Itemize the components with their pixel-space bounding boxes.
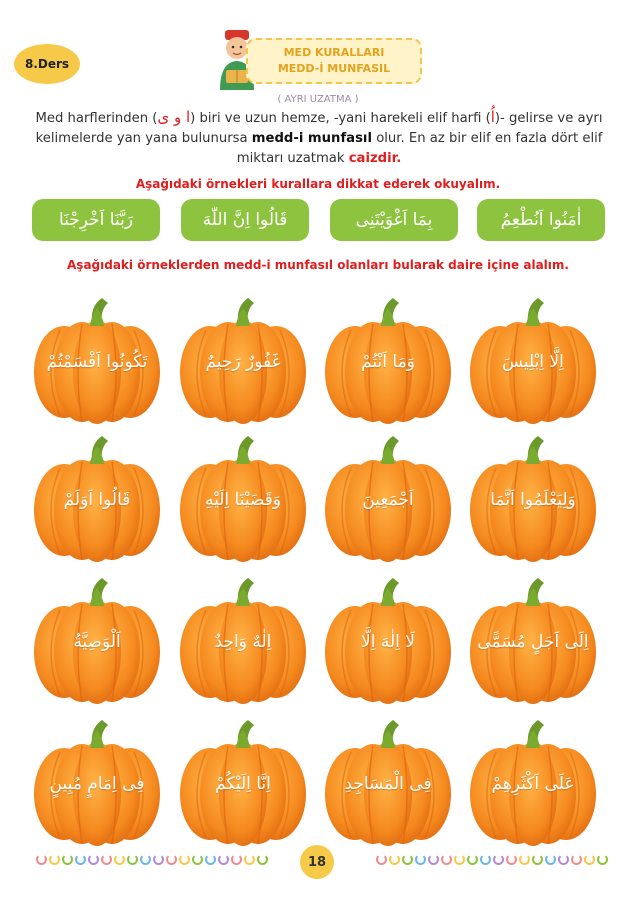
spiral-ornament-icon <box>376 854 387 865</box>
spiral-ornament-icon <box>257 854 268 865</box>
page-number: 18 <box>300 845 334 879</box>
pumpkin-word: وَمَا اَنْتُمْ <box>361 352 415 372</box>
pumpkin-card[interactable] <box>176 716 310 848</box>
spiral-ornament-icon <box>454 854 465 865</box>
read-instruction: Aşağıdaki örnekleri kurallara dikkat ederek okuyalım. <box>135 177 501 191</box>
spiral-ornament-icon <box>75 854 86 865</box>
pumpkin-word: اَلْوَصِيَّةُ <box>73 632 121 652</box>
pumpkin-word: وَقَضَيْنَا اِلَيْهِ <box>204 490 282 510</box>
intro-text-1: Med harflerinden ( <box>35 111 158 126</box>
spiral-ornament-icon <box>389 854 400 865</box>
decorative-border-right <box>376 854 608 870</box>
spiral-ornament-icon <box>532 854 543 865</box>
pumpkin-word: عَلَى اَكْثَرِهِمْ <box>491 774 575 794</box>
spiral-ornament-icon <box>480 854 491 865</box>
example-pill: بِمَا اَغْوَيْتَنِى <box>330 199 458 241</box>
pumpkin-card[interactable] <box>466 574 600 706</box>
spiral-ornament-icon <box>205 854 216 865</box>
pumpkin-card[interactable] <box>30 716 164 848</box>
spiral-ornament-icon <box>506 854 517 865</box>
spiral-ornament-icon <box>428 854 439 865</box>
spiral-ornament-icon <box>231 854 242 865</box>
spiral-ornament-icon <box>519 854 530 865</box>
spiral-ornament-icon <box>415 854 426 865</box>
intro-text-3: )- gelirse ve ayrı kelimelerde yan yana bulunursa <box>35 111 603 146</box>
spiral-ornament-icon <box>101 854 112 865</box>
lesson-title-line2: MEDD-İ MUNFASIL <box>277 62 391 75</box>
example-pill: اٰمَنُوا اَنُطْعِمُ <box>477 199 605 241</box>
pumpkin-card[interactable] <box>321 574 455 706</box>
spiral-ornament-icon <box>402 854 413 865</box>
pumpkin-word: وَلِيَعْلَمُوا اَنَّمَا <box>490 490 576 510</box>
spiral-ornament-icon <box>36 854 47 865</box>
spiral-ornament-icon <box>244 854 255 865</box>
lesson-badge: 8.Ders <box>14 44 80 84</box>
decorative-border-left <box>36 854 268 870</box>
spiral-ornament-icon <box>558 854 569 865</box>
spiral-ornament-icon <box>571 854 582 865</box>
spiral-ornament-icon <box>140 854 151 865</box>
example-pill: قَالُوا اِنَّ اللّٰهَ <box>181 199 309 241</box>
spiral-ornament-icon <box>49 854 60 865</box>
intro-text-2: ) biri ve uzun hemze, -yani harekeli elif harfi ( <box>190 111 491 126</box>
pumpkin-card[interactable] <box>466 432 600 564</box>
lesson-subtitle: ( AYRI UZATMA ) <box>277 94 359 105</box>
spiral-ornament-icon <box>88 854 99 865</box>
pumpkin-word: تَكُونُوا اَقْسَمْتُمْ <box>46 352 148 372</box>
spiral-ornament-icon <box>127 854 138 865</box>
pumpkin-card[interactable] <box>176 294 310 426</box>
spiral-ornament-icon <box>153 854 164 865</box>
pumpkin-card[interactable] <box>466 294 600 426</box>
pumpkin-card[interactable] <box>30 574 164 706</box>
pumpkin-word: لَا اِلٰهَ اِلَّا <box>361 632 415 652</box>
med-letters: ا و ى <box>157 108 191 126</box>
spiral-ornament-icon <box>545 854 556 865</box>
circle-instruction: Aşağıdaki örneklerden medd-i munfasıl olanları bularak daire içine alalım. <box>67 258 569 272</box>
pumpkin-card[interactable] <box>30 294 164 426</box>
lesson-title-box <box>246 38 422 84</box>
spiral-ornament-icon <box>114 854 125 865</box>
pumpkin-word: قَالُوا اَوَلَمْ <box>63 490 131 510</box>
pumpkin-card[interactable] <box>176 574 310 706</box>
pumpkin-word: اِلٰهٌ وَاحِدٌ <box>214 632 272 652</box>
pumpkin-card[interactable] <box>321 716 455 848</box>
pumpkin-card[interactable] <box>321 294 455 426</box>
pumpkin-word: اِلَى اَجَلٍ مُسَمًّى <box>477 632 589 652</box>
spiral-ornament-icon <box>493 854 504 865</box>
intro-text-4: olur. En az bir elif en fazla dört elif miktarı uzatmak <box>236 131 603 166</box>
spiral-ornament-icon <box>597 854 608 865</box>
spiral-ornament-icon <box>166 854 177 865</box>
pumpkin-word: غَفُورٌ رَحِيمٌ <box>205 352 281 372</box>
pumpkin-card[interactable] <box>30 432 164 564</box>
spiral-ornament-icon <box>192 854 203 865</box>
spiral-ornament-icon <box>218 854 229 865</box>
intro-paragraph <box>22 107 616 169</box>
elif-letter: اُ <box>490 108 495 126</box>
lesson-title-line1: MED KURALLARI <box>283 46 385 59</box>
pumpkin-card[interactable] <box>176 432 310 564</box>
pumpkin-word: اِلَّا اِبْلِيسَ <box>502 352 564 372</box>
spiral-ornament-icon <box>62 854 73 865</box>
spiral-ornament-icon <box>441 854 452 865</box>
pumpkin-word: اَجْمَعِينَ <box>362 490 414 510</box>
pumpkin-word: فِى اِمَامٍ مُبِينٍ <box>49 774 145 794</box>
pumpkin-word: اِنَّا اِلَيْكُمْ <box>215 774 271 794</box>
intro-verdict: caizdir. <box>348 151 402 166</box>
spiral-ornament-icon <box>584 854 595 865</box>
pumpkin-card[interactable] <box>466 716 600 848</box>
spiral-ornament-icon <box>179 854 190 865</box>
example-pill: رَبَّنَا اَخْرِجْنَا <box>32 199 160 241</box>
intro-term: medd-i munfasıl <box>251 131 372 146</box>
pumpkin-card[interactable] <box>321 432 455 564</box>
pumpkin-word: فِى الْمَسَاجِدِ <box>344 774 432 794</box>
spiral-ornament-icon <box>467 854 478 865</box>
